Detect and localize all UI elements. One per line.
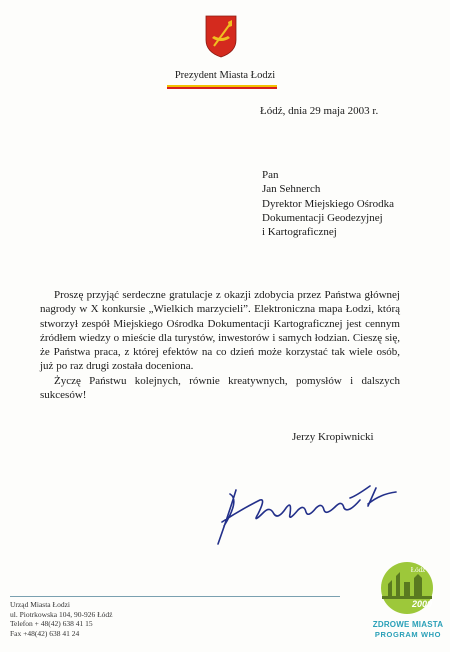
letter-body: [40, 288, 400, 402]
svg-text:2000: 2000: [411, 599, 433, 609]
recipient-line: Dyrektor Miejskiego Ośrodka: [262, 197, 394, 210]
signer-name: Jerzy Kropiwnicki: [292, 431, 374, 443]
letter-date: Łódź, dnia 29 maja 2003 r.: [260, 105, 379, 117]
body-paragraph: Życzę Państwu kolejnych, równie kreatywnych, pomysłów i dalszych sukcesów!: [40, 374, 400, 402]
recipient-address: [262, 168, 394, 239]
footer-line: Urząd Miasta Łodzi: [10, 600, 70, 609]
issuer-title: Prezydent Miasta Łodzi: [174, 70, 276, 81]
body-paragraph: Proszę przyjąć serdeczne gratulacje z okazji zdobycia przez Państwa głównej nagrody w X konkursie „Wielkich marzycieli”. Elektroniczna mapa Łodzi, którą stworzył zespół Miejskiego Ośrodka Dokumentacji Kartograficznej jest cennym źródłem wiedzy o mieście dla turystów, inwestorów i samych łodzian. Cieszę się, że Państwa praca, z której efektów na co dzień może korzystać tak wiele osób, już po raz drugi została doceniona.: [40, 289, 400, 373]
healthy-cities-logo: [374, 558, 440, 614]
recipient-line: Pan: [262, 169, 279, 181]
footer-divider: [10, 596, 340, 597]
who-subtitle: PROGRAM WHO: [374, 630, 442, 639]
coat-of-arms-logo: [204, 14, 238, 58]
recipient-line: Jan Sehnerch: [262, 183, 321, 196]
footer-line: ul. Piotrkowska 104, 90-926 Łódź: [10, 609, 113, 619]
handwritten-signature: [200, 470, 400, 550]
city-flag-bar: [167, 85, 277, 89]
recipient-line: Dokumentacji Geodezyjnej: [262, 211, 383, 224]
svg-text:Łódź: Łódź: [410, 566, 426, 574]
who-title: ZDROWE MIASTA: [372, 620, 444, 629]
footer-line: Telefon + 48(42) 638 41 15: [10, 619, 93, 628]
footer-address: [10, 600, 113, 638]
recipient-line: i Kartograficznej: [262, 226, 337, 239]
footer-line: Fax +48(42) 638 41 24: [10, 628, 80, 638]
